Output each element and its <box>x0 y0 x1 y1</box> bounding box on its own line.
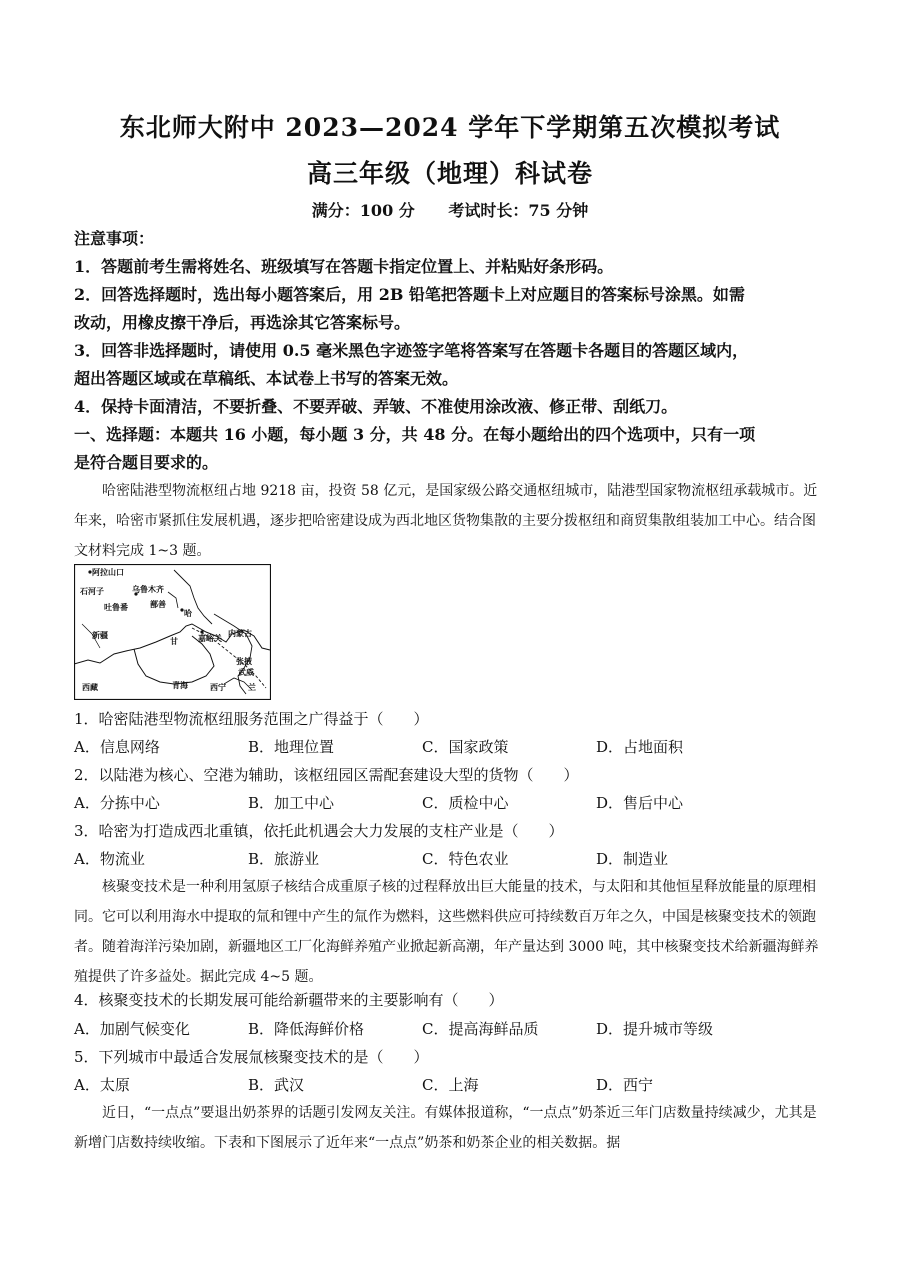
question-4-option-c: C．提高海鲜品质 <box>422 1020 539 1038</box>
map-label-urumqi: 乌鲁木齐 <box>132 585 164 594</box>
question-2: 2．以陆港为核心、空港为辅助，该枢纽园区需配套建设大型的货物（ ） <box>74 766 579 784</box>
map-label-lanzhou: 兰 <box>248 683 256 692</box>
question-1: 1．哈密陆港型物流枢纽服务范围之广得益于（ ） <box>74 710 429 728</box>
map-label-gan: 甘 <box>170 637 178 646</box>
map-label-jiayuguan: 嘉峪关 <box>198 634 222 643</box>
map-label-xining: 西宁 <box>210 683 226 692</box>
map-label-neimenggu: 内蒙古 <box>228 629 252 638</box>
passage-3: 近日，“一点点”要退出奶茶界的话题引发网友关注。有媒体报道称，“一点点”奶茶近三年门店数量持续减少，尤其是新增门店数持续收缩。下表和下图展示了近年来“一点点”奶茶和奶茶企业的相关数据。据 <box>74 1105 817 1151</box>
exam-title: 东北师大附中 2023—2024 学年下学期第五次模拟考试 <box>119 113 781 142</box>
passage-2: 核聚变技术是一种利用氢原子核结合成重原子核的过程释放出巨大能量的技术，与太阳和其他恒星释放能量的原理相同。它可以利用海水中提取的氚和锂中产生的氚作为燃料，这些燃料供应可持续数百万年之久，中国是核聚变技术的领跑者。随着海洋污染加剧，新疆地区工厂化海鲜养殖产业掀起新高潮，年产量达到 3000 吨，其中核聚变技术给新疆海鲜养殖提供了许多益处。据此完成 4~5 题。 <box>74 879 819 985</box>
question-1-option-d: D．占地面积 <box>596 738 684 756</box>
map-label-xizang: 西藏 <box>82 683 98 692</box>
notice-item-2b: 改动，用橡皮擦干净后，再选涂其它答案标号。 <box>74 313 411 332</box>
exam-duration: 考试时长：75 分钟 <box>448 201 589 220</box>
notice-item-1: 1．答题前考生需将姓名、班级填写在答题卡指定位置上、并粘贴好条形码。 <box>74 257 614 276</box>
question-5-option-b: B．武汉 <box>248 1076 305 1094</box>
map-label-alashankou: 阿拉山口 <box>92 568 124 577</box>
question-3-option-a: A．物流业 <box>74 850 145 868</box>
hami-location-map <box>74 564 271 700</box>
map-label-xinjiang: 新疆 <box>92 631 108 640</box>
section1-heading-b: 是符合题目要求的。 <box>74 453 219 472</box>
question-5-option-a: A．太原 <box>74 1076 130 1094</box>
question-3-option-c: C．特色农业 <box>422 850 509 868</box>
notice-heading: 注意事项： <box>74 229 155 248</box>
question-4-option-d: D．提升城市等级 <box>596 1020 714 1038</box>
map-label-qinghai: 青海 <box>172 681 188 690</box>
question-2-option-b: B．加工中心 <box>248 794 335 812</box>
notice-item-3a: 3．回答非选择题时，请使用 0.5 毫米黑色字迹签字笔将答案写在答题卡各题目的答题区域内， <box>74 341 749 360</box>
question-1-option-a: A．信息网络 <box>74 738 160 756</box>
question-2-option-a: A．分拣中心 <box>74 794 160 812</box>
map-label-shanshan: 鄯善 <box>150 600 166 609</box>
question-4-option-a: A．加剧气候变化 <box>74 1020 190 1038</box>
map-label-shihezi: 石河子 <box>80 587 104 596</box>
full-score: 满分：100 分 <box>311 201 415 220</box>
map-label-wuwei: 武威 <box>238 668 254 677</box>
question-1-option-c: C．国家政策 <box>422 738 509 756</box>
notice-item-3b: 超出答题区域或在草稿纸、本试卷上书写的答案无效。 <box>74 369 459 388</box>
question-5-option-d: D．西宁 <box>596 1076 654 1094</box>
map-label-zhangye: 张掖 <box>236 657 252 666</box>
exam-subtitle: 高三年级（地理）科试卷 <box>306 159 593 188</box>
question-4: 4．核聚变技术的长期发展可能给新疆带来的主要影响有（ ） <box>74 991 504 1009</box>
question-3-option-d: D．制造业 <box>596 850 669 868</box>
notice-item-2a: 2．回答选择题时，选出每小题答案后，用 2B 铅笔把答题卡上对应题目的答案标号涂黑。如需 <box>74 285 745 304</box>
question-5-option-c: C．上海 <box>422 1076 479 1094</box>
section1-heading-a: 一、选择题：本题共 16 小题，每小题 3 分，共 48 分。在每小题给出的四个选项中，只有一项 <box>74 425 756 444</box>
map-label-turpan: 吐鲁番 <box>104 603 128 612</box>
map-label-hami: 哈 <box>184 609 192 618</box>
question-2-option-c: C．质检中心 <box>422 794 509 812</box>
notice-item-4: 4．保持卡面清洁，不要折叠、不要弄破、弄皱、不准使用涂改液、修正带、刮纸刀。 <box>74 397 678 416</box>
exam-meta <box>0 198 900 221</box>
question-4-option-b: B．降低海鲜价格 <box>248 1020 365 1038</box>
question-2-option-d: D．售后中心 <box>596 794 684 812</box>
question-3-option-b: B．旅游业 <box>248 850 320 868</box>
question-5: 5．下列城市中最适合发展氚核聚变技术的是（ ） <box>74 1048 429 1066</box>
passage-1: 哈密陆港型物流枢纽占地 9218 亩，投资 58 亿元，是国家级公路交通枢纽城市，陆港型国家物流枢纽承载城市。近年来，哈密市紧抓住发展机遇，逐步把哈密建设成为西北地区货物集散的主要分拨枢纽和商贸集散组装加工中心。结合图文材料完成 1~3 题。 <box>74 483 818 559</box>
question-1-option-b: B．地理位置 <box>248 738 335 756</box>
question-3: 3．哈密为打造成西北重镇，依托此机遇会大力发展的支柱产业是（ ） <box>74 822 564 840</box>
